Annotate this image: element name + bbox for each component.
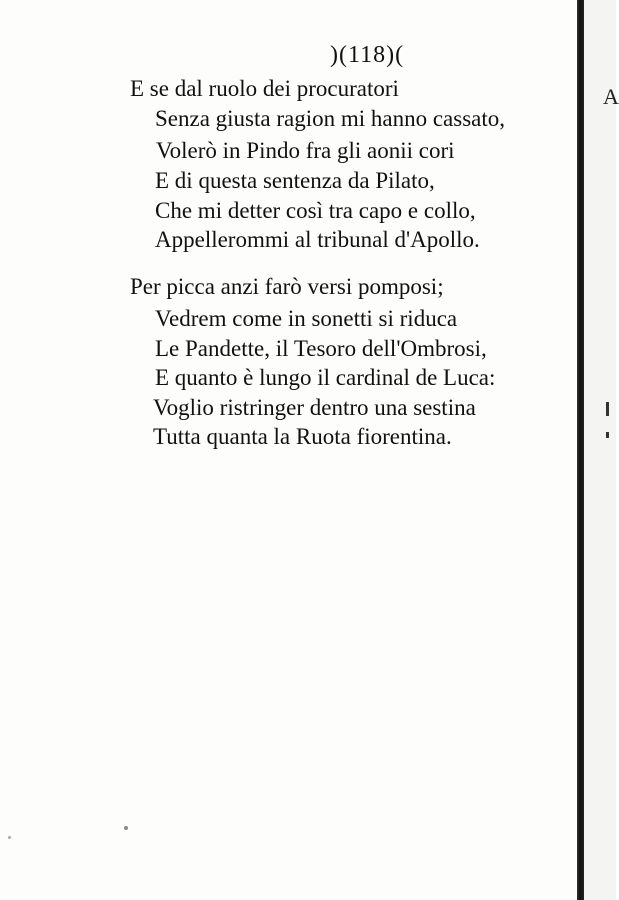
verse-line: Appellerommi al tribunal d'Apollo. <box>155 227 480 252</box>
facing-page-edge <box>584 0 616 900</box>
facing-page-mark <box>606 432 609 438</box>
page-gutter <box>577 0 584 900</box>
verse-line: Tutta quanta la Ruota fiorentina. <box>153 424 452 449</box>
facing-page-mark <box>606 402 609 416</box>
verse-line: Volerò in Pindo fra gli aonii cori <box>156 138 455 163</box>
facing-page-letter: A <box>603 84 619 109</box>
verse-line: Voglio ristringer dentro una sestina <box>153 395 476 420</box>
page-number: )(118)( <box>330 42 405 68</box>
ink-speck <box>8 836 11 839</box>
verse-line: Per picca anzi farò versi pomposi; <box>130 274 444 299</box>
verse-line: Le Pandette, il Tesoro dell'Ombrosi, <box>155 336 487 361</box>
verse-line: E se dal ruolo dei procuratori <box>130 76 399 101</box>
ink-speck <box>124 826 128 830</box>
verse-line: Che mi detter così tra capo e collo, <box>155 198 476 223</box>
verse-line: E quanto è lungo il cardinal de Luca: <box>155 365 496 390</box>
verse-line: Vedrem come in sonetti si riduca <box>155 306 458 331</box>
verse-line: Senza giusta ragion mi hanno cassato, <box>155 106 506 131</box>
verse-line: E di questa sentenza da Pilato, <box>155 168 435 193</box>
